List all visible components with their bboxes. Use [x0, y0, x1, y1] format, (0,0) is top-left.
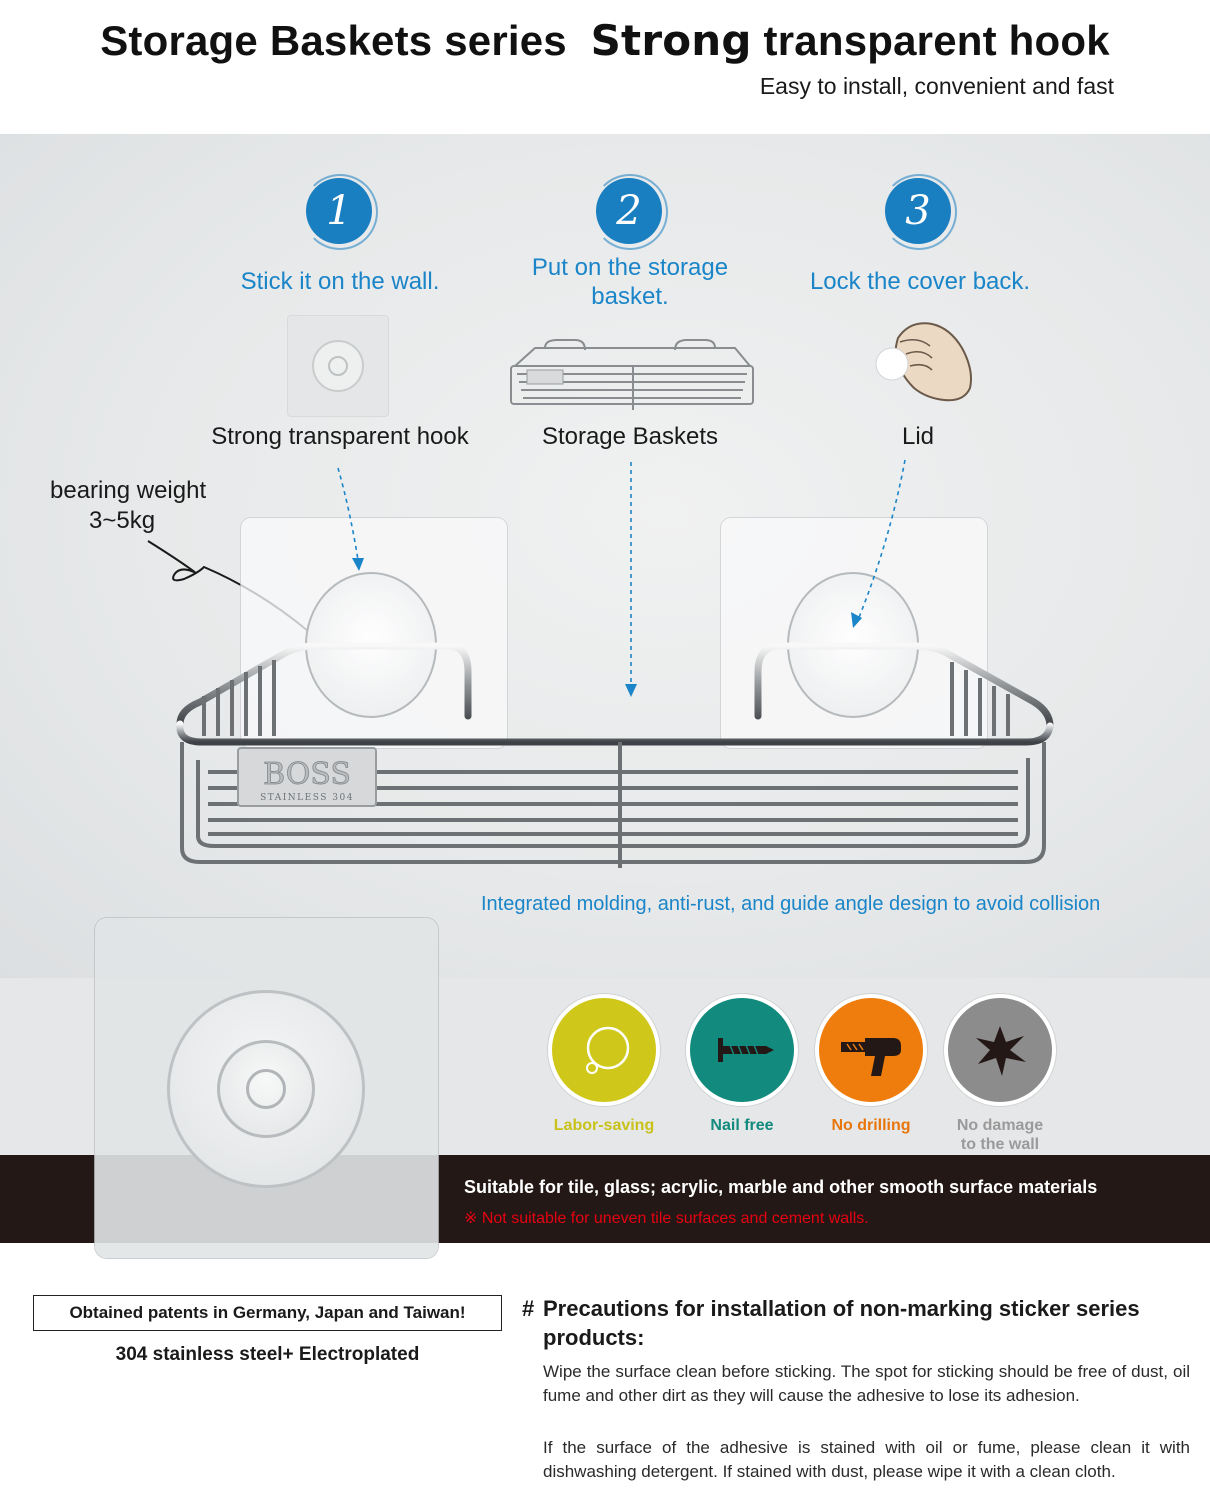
part-label-lid: Lid — [901, 423, 935, 450]
feature-labor-saving-circle — [548, 994, 660, 1106]
feature-nail-free — [686, 994, 798, 1135]
integrated-molding-note: Integrated molding, anti-rust, and guide angle design to avoid collision — [481, 893, 1101, 915]
bearing-weight-text: bearing weight — [50, 477, 207, 504]
step-1-number: 1 — [326, 188, 352, 234]
step-3-number: 3 — [905, 188, 931, 234]
precautions-paragraph-1: Wipe the surface clean before sticking. The spot for sticking should be free of dust, oil fume and other dirt as they will cause the adhesive to lose its adhesion. — [543, 1362, 1190, 1405]
unsuitable-warning-text: ※ Not suitable for uneven tile surfaces and cement walls. — [464, 1210, 869, 1227]
feature-nail-free-circle — [686, 994, 798, 1106]
suitable-surfaces-text: Suitable for tile, glass; acrylic, marble and other smooth surface materials — [464, 1177, 1098, 1197]
title-part-1: Storage Baskets series — [100, 17, 567, 64]
title-strong: Strong — [590, 16, 752, 65]
large-hook-pad — [95, 918, 438, 1258]
feature-no-damage-circle — [944, 994, 1056, 1106]
step-3-caption: Lock the cover back. — [809, 268, 1031, 295]
basket-brand-logo: BOSS — [263, 757, 351, 792]
basket-brand-sub: STAINLESS 304 — [260, 793, 354, 803]
part-label-basket: Storage Baskets — [541, 423, 719, 450]
step-1-caption: Stick it on the wall. — [240, 268, 440, 295]
part-label-hook: Strong transparent hook — [211, 423, 469, 450]
feature-labor-saving — [548, 994, 660, 1135]
patent-badge: Obtained patents in Germany, Japan and Taiwan! — [33, 1295, 502, 1331]
precautions-hash: # — [522, 1296, 535, 1321]
feature-no-drilling-circle — [815, 994, 927, 1106]
precautions-title-text: Precautions for installation of non-marking sticker series products: — [543, 1296, 1140, 1350]
step-2-caption: Put on the storage basket. — [531, 254, 729, 310]
page-subtitle: Easy to install, convenient and fast — [759, 73, 1114, 99]
feature-no-drilling-label: No drilling — [831, 1117, 911, 1134]
feature-nail-free-label: Nail free — [710, 1117, 774, 1134]
bearing-weight-value: 3~5kg — [89, 507, 156, 534]
storage-basket-image — [168, 632, 1058, 870]
screw-icon — [690, 998, 794, 1102]
feature-no-damage — [944, 994, 1056, 1154]
precautions-title — [522, 1294, 1202, 1352]
material-text: 304 stainless steel+ Electroplated — [115, 1344, 420, 1365]
drill-icon — [819, 998, 923, 1102]
feature-no-drilling — [815, 994, 927, 1135]
ring-icon — [552, 998, 656, 1102]
precautions-paragraph-2: If the surface of the adhesive is stained with oil or fume, please clean it with dishwashing detergent. If stained with dust, please wipe it with a clean cloth. — [543, 1438, 1190, 1481]
title-part-2: transparent hook — [763, 17, 1110, 64]
feature-labor-saving-label: Labor-saving — [553, 1117, 655, 1134]
crack-icon — [948, 998, 1052, 1102]
dashed-arrows — [0, 0, 1210, 720]
feature-no-damage-label: No damage to the wall — [956, 1117, 1044, 1153]
step-2-number: 2 — [616, 188, 642, 234]
